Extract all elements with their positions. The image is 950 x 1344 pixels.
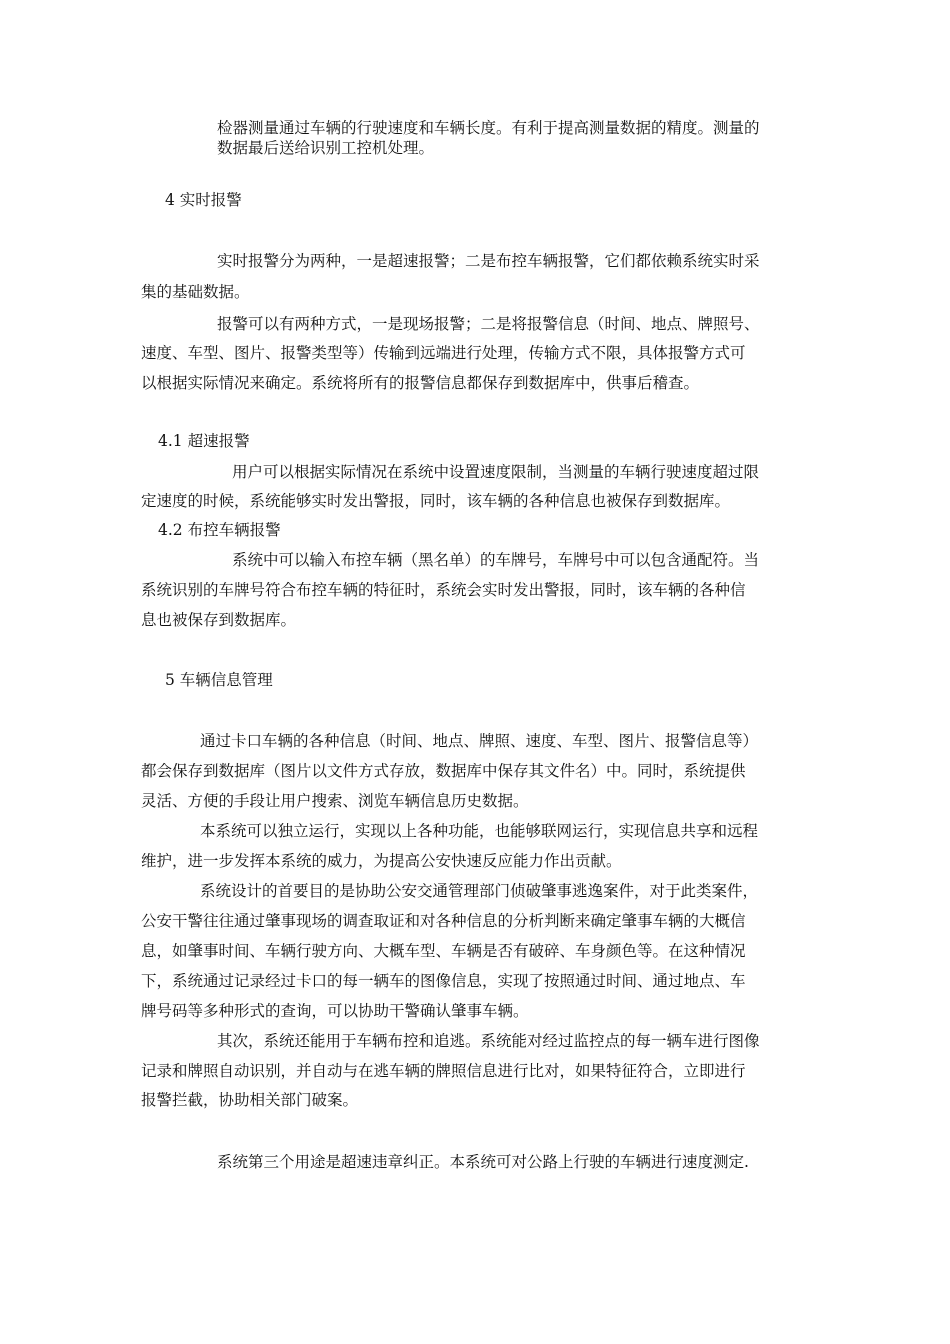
intro-line-1: 检器测量通过车辆的行驶速度和车辆长度。有利于提高测量数据的精度。测量的 <box>217 119 760 137</box>
s4-para1-line-2: 集的基础数据。 <box>141 283 250 301</box>
s5-para3-line-5: 牌号码等多种形式的查询，可以协助干警确认肇事车辆。 <box>141 1002 529 1020</box>
s5-para4-line-2: 记录和牌照自动识别，并自动与在逃车辆的牌照信息进行比对，如果特征符合，立即进行 <box>141 1062 746 1080</box>
section-4-2-heading: 4.2 布控车辆报警 <box>158 521 281 539</box>
s5-para3-line-1: 系统设计的首要目的是协助公安交通管理部门侦破肇事逃逸案件，对于此类案件， <box>200 882 759 900</box>
section-4-1-heading: 4.1 超速报警 <box>158 432 250 450</box>
s5-para3-line-3: 息，如肇事时间、车辆行驶方向、大概车型、车辆是否有破碎、车身颜色等。在这种情况 <box>141 942 746 960</box>
s5-para3-line-4: 下，系统通过记录经过卡口的每一辆车的图像信息，实现了按照通过时间、通过地点、车 <box>141 972 746 990</box>
section-5-heading: 5 车辆信息管理 <box>165 671 273 689</box>
s5-para1-line-2: 都会保存到数据库（图片以文件方式存放，数据库中保存其文件名）中。同时，系统提供 <box>141 762 746 780</box>
s5-para4-line-1: 其次，系统还能用于车辆布控和追逃。系统能对经过监控点的每一辆车进行图像 <box>217 1032 760 1050</box>
s5-para1-line-3: 灵活、方便的手段让用户搜索、浏览车辆信息历史数据。 <box>141 792 529 810</box>
s5-para5-line-1: 系统第三个用途是超速违章纠正。本系统可对公路上行驶的车辆进行速度测定. <box>217 1153 749 1171</box>
s5-para2-line-1: 本系统可以独立运行，实现以上各种功能，也能够联网运行，实现信息共享和远程 <box>200 822 759 840</box>
s4-2-line-2: 系统识别的车牌号符合布控车辆的特征时，系统会实时发出警报，同时，该车辆的各种信 <box>141 581 746 599</box>
s5-para3-line-2: 公安干警往往通过肇事现场的调查取证和对各种信息的分析判断来确定肇事车辆的大概信 <box>141 912 746 930</box>
s5-para4-line-3: 报警拦截，协助相关部门破案。 <box>141 1091 359 1109</box>
section-4-heading: 4 实时报警 <box>165 191 242 209</box>
s4-2-line-3: 息也被保存到数据库。 <box>141 611 297 629</box>
s4-1-line-1: 用户可以根据实际情况在系统中设置速度限制，当测量的车辆行驶速度超过限 <box>232 463 760 481</box>
s5-para1-line-1: 通过卡口车辆的各种信息（时间、地点、牌照、速度、车型、图片、报警信息等） <box>200 732 759 750</box>
intro-line-2: 数据最后送给识别工控机处理。 <box>217 139 435 157</box>
s4-para2-line-1: 报警可以有两种方式，一是现场报警；二是将报警信息（时间、地点、牌照号、 <box>217 315 760 333</box>
s4-para2-line-3: 以根据实际情况来确定。系统将所有的报警信息都保存到数据库中，供事后稽查。 <box>141 374 700 392</box>
s4-para1-line-1: 实时报警分为两种，一是超速报警；二是布控车辆报警，它们都依赖系统实时采 <box>217 252 760 270</box>
s4-2-line-1: 系统中可以输入布控车辆（黑名单）的车牌号，车牌号中可以包含通配符。当 <box>232 551 760 569</box>
s4-1-line-2: 定速度的时候，系统能够实时发出警报，同时，该车辆的各种信息也被保存到数据库。 <box>141 492 731 510</box>
s5-para2-line-2: 维护，进一步发挥本系统的威力，为提高公安快速反应能力作出贡献。 <box>141 852 622 870</box>
s4-para2-line-2: 速度、车型、图片、报警类型等）传输到远端进行处理，传输方式不限，具体报警方式可 <box>141 344 746 362</box>
